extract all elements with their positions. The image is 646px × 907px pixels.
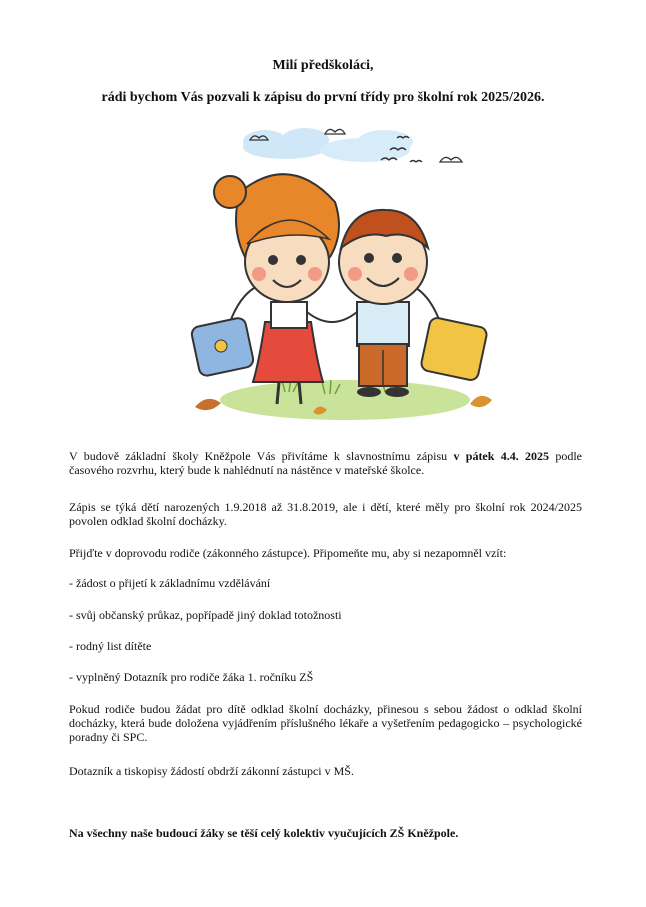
cloud-icon (243, 128, 413, 162)
paragraph-forms: Dotazník a tiskopisy žádostí obdrží zákonní zástupci v MŠ. (69, 764, 354, 778)
boy-figure (339, 210, 488, 397)
greeting-heading: Milí předškoláci, (272, 58, 374, 73)
registration-date: v pátek 4.4. 2025 (453, 449, 550, 463)
paragraph-deferral: Pokud rodiče budou žádat pro dítě odklad školní docházky, přinesou s sebou žádost o odklad školní docházky, která bude doložena vyjádřením příslušného lékaře a vyšetřením pedagogicko – psychologické poradny či SPC. (69, 702, 582, 744)
text-span: V budově základní školy Kněžpole Vás přivítáme k slavnostnímu zápisu (69, 449, 454, 463)
text-span: podle časového rozvrhu, který bude k nahlédnutí na nástěnce v mateřské školce. (69, 449, 582, 477)
girl-figure (190, 174, 339, 404)
closing-line: Na všechny naše budoucí žáky se těší celý kolektiv vyučujících ZŠ Kněžpole. (69, 826, 459, 840)
grass-ground (220, 380, 470, 420)
list-item: - svůj občanský průkaz, popřípadě jiný doklad totožnosti (69, 608, 342, 622)
list-item: - vyplněný Dotazník pro rodiče žáka 1. ročníku ZŠ (69, 670, 314, 684)
paragraph-registration-date (69, 449, 582, 477)
invitation-heading: rádi bychom Vás pozvali k zápisu do první třídy pro školní rok 2025/2026. (101, 90, 545, 105)
list-item: - žádost o přijetí k základnímu vzdělávání (69, 576, 271, 590)
leaf-icon (470, 396, 492, 407)
children-with-schoolbags-illustration (185, 122, 505, 427)
leaf-icon (195, 399, 221, 410)
paragraph-eligibility: Zápis se týká dětí narozených 1.9.2018 až 31.8.2019, ale i dětí, které měly pro školní rok 2024/2025 povolen odklad školní docházky. (69, 500, 582, 528)
holding-hands (307, 312, 357, 322)
yellow-schoolbag (420, 317, 488, 382)
list-item: - rodný list dítěte (69, 639, 152, 653)
paragraph-bring-parent: Přijďte v doprovodu rodiče (zákonného zástupce). Připomeňte mu, aby si nezapomněl vzít: (69, 546, 507, 560)
